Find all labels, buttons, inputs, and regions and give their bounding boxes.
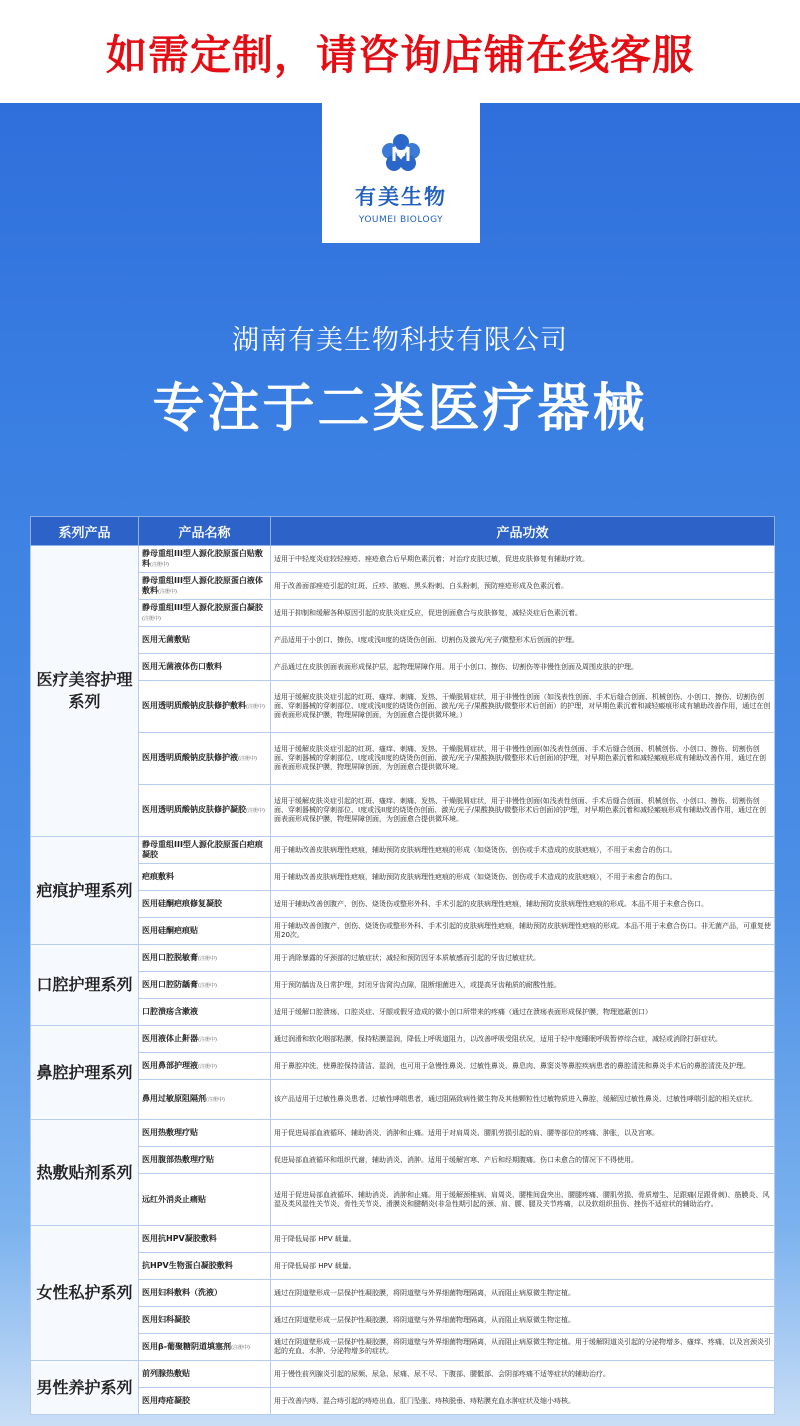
- table-row: [31, 573, 775, 600]
- product-function-cell: 产品通过在皮肤创面表面形成保护层，起物理屏障作用。用于小创口、擦伤、切割伤等非慢性创面及周围皮肤的护理。: [271, 654, 775, 681]
- table-row: [31, 1226, 775, 1253]
- series-cell: 女性私护系列: [31, 1226, 139, 1361]
- product-name-cell: 前列腺热敷贴: [139, 1361, 271, 1388]
- product-function-cell: 用于改善面部痤疮引起的红斑、丘疹、脓疱、黑头粉刺、白头粉刺，预防痤疮形成及色素沉着。: [271, 573, 775, 600]
- product-name-cell: 医用硅酮疤痕贴: [139, 918, 271, 945]
- table-row: [31, 600, 775, 627]
- product-function-cell: 适用于抑制和缓解各种原因引起的皮肤炎症反应，促进创面愈合与皮肤修复，减轻炎症后色素沉着。: [271, 600, 775, 627]
- product-function-cell: 该产品适用于过敏性鼻炎患者、过敏性哮喘患者，通过阻隔致病性微生物及其他颗粒性过敏物质进入鼻腔，缓解因过敏性鼻炎、过敏性哮喘引起的相关症状。: [271, 1080, 775, 1120]
- product-name-cell: 医用透明质酸钠皮肤修护敷料(注册中): [139, 681, 271, 733]
- registration-note: (注册中): [142, 615, 161, 622]
- product-name-cell: 口腔溃疡含漱液: [139, 999, 271, 1026]
- product-function-cell: 适用于中轻度炎症较轻痤疮、痤疮愈合后早期色素沉着；对治疗皮肤过敏，促进皮肤修复有辅助疗效。: [271, 546, 775, 573]
- table-row: [31, 1253, 775, 1280]
- product-name-cell: 医用热敷理疗贴: [139, 1120, 271, 1147]
- product-function-cell: 用于降低局部 HPV 载量。: [271, 1253, 775, 1280]
- product-name-cell: 鼻用过敏原阻隔剂(注册中): [139, 1080, 271, 1120]
- product-name-cell: 医用无菌液体伤口敷料: [139, 654, 271, 681]
- top-banner: [0, 0, 800, 103]
- series-cell: 男性养护系列: [31, 1361, 139, 1415]
- product-function-cell: 适用于促进局部血液循环、辅助消炎、消肿和止痛。用于缓解颈椎病、肩周炎、腰椎间盘突出、腰腿疼痛、腰肌劳损、骨质增生、足跟痛(足跟骨刺)、筋膜炎、风湿及类风湿性关节炎、骨性关节炎、滑膜炎和腱鞘炎(非急性期引起的颈、肩、腰、腿及关节疼痛，以及软组织扭伤、挫伤不适症状的辅助治疗。: [271, 1174, 775, 1226]
- product-function-cell: 用于降低局部 HPV 载量。: [271, 1226, 775, 1253]
- product-name-cell: 医用口腔防龋膏(注册中): [139, 972, 271, 999]
- product-name-cell: 医用鼻部护理液(注册中): [139, 1053, 271, 1080]
- product-function-cell: 适用于缓解皮肤炎症引起的红斑、瘙痒、刺痛、发热、干燥脱屑症状，用于非慢性创面(如浅表性创面、手术后缝合创面、机械创伤、小创口、擦伤、切割伤创面、穿刺器械的穿刺部位、I度或浅II度的烧烫伤创面、激光/光子/果酸换肤/微整形术后创面)的护理，对早期色素沉着和减轻瘢痕形成有辅助改善作用，通过在创面表面形成保护膜，物理屏障创面，为创面愈合提供微环境。: [271, 733, 775, 785]
- table-row: [31, 837, 775, 864]
- product-name-cell: 静母重组III型人源化胶原蛋白贴敷料(注册中): [139, 546, 271, 573]
- product-function-cell: 用于促进局部血液循环、辅助消炎、消肿和止痛。适用于对肩周炎、腰肌劳损引起的肩、腰等部位的疼痛、肿胀，以及宫寒。: [271, 1120, 775, 1147]
- product-name-cell: 医用无菌敷贴: [139, 627, 271, 654]
- registration-note: (注册中): [238, 756, 257, 762]
- product-function-cell: 用于辅助改善皮肤病理性疤痕，辅助预防皮肤病理性疤痕的形成（如烧烫伤、创伤或手术造成的皮肤疤痕），不用于未愈合的伤口。: [271, 837, 775, 864]
- series-cell: 医疗美容护理系列: [31, 546, 139, 837]
- product-function-cell: 用于慢性前列腺炎引起的尿频、尿急、尿痛、尿不尽、下腹部、腰骶部、会阴部疼痛不适等症状的辅助治疗。: [271, 1361, 775, 1388]
- registration-note: (注册中): [198, 982, 217, 989]
- series-cell: 热敷贴剂系列: [31, 1120, 139, 1226]
- table-row: [31, 681, 775, 733]
- table-row: [31, 945, 775, 972]
- table-row: [31, 999, 775, 1026]
- table-row: [31, 1147, 775, 1174]
- product-name-cell: 医用透明质酸钠皮肤修护液(注册中): [139, 733, 271, 785]
- product-name-cell: 疤痕敷料: [139, 864, 271, 891]
- table-row: [31, 1280, 775, 1307]
- product-function-cell: 用于辅助改善创腹产、创伤、烧烫伤或整形外科、手术引起的皮肤病理性疤痕，辅助预防皮肤病理性疤痕的形成。本品不用于未愈合伤口。非无菌产品，可重复使用20次。: [271, 918, 775, 945]
- table-row: [31, 1174, 775, 1226]
- table-row: [31, 1307, 775, 1334]
- header-function: 产品功效: [271, 517, 775, 546]
- product-name-cell: 医用口腔脱敏膏(注册中): [139, 945, 271, 972]
- product-name-cell: 抗HPV生物蛋白凝胶敷料: [139, 1253, 271, 1280]
- table-row: [31, 864, 775, 891]
- logo-chinese-name: 有美生物: [355, 185, 447, 209]
- registration-note: (注册中): [198, 1036, 217, 1043]
- product-function-cell: 适用于辅助改善创腹产、创伤、烧烫伤或整形外科、手术引起的皮肤病理性疤痕，辅助预防皮肤病理性疤痕的形成。本品不用于未愈合伤口。: [271, 891, 775, 918]
- product-function-cell: 通过在阴道壁形成一层保护性凝胶膜，将阴道壁与外界细菌物理隔离，从而阻止病原微生物定植。: [271, 1307, 775, 1334]
- table-row: [31, 1388, 775, 1415]
- product-name-cell: 医用腹部热敷理疗贴: [139, 1147, 271, 1174]
- product-function-cell: 适用于缓解皮肤炎症引起的红斑、瘙痒、刺痛、发热、干燥脱屑症状，用于非慢性创面(如浅表性创面、手术后缝合创面、机械创伤、小创口、擦伤、切割伤创面、穿刺器械的穿刺部位、I度或浅II度的烧烫伤创面、激光/光子/果酸换肤/微整形术后创面)的护理，对早期色素沉着和减轻瘢痕形成有辅助改善作用，通过在创面表面形成保护膜，物理屏障创面，为创面愈合提供微环境。: [271, 785, 775, 837]
- table-row: [31, 918, 775, 945]
- product-function-cell: 通过在阴道壁形成一层保护性凝胶膜，将阴道壁与外界细菌物理隔离，从而阻止病原微生物定植。: [271, 1280, 775, 1307]
- flower-logo-icon: [381, 133, 421, 173]
- table-row: [31, 627, 775, 654]
- product-function-cell: 促进局部血液循环和组织代谢，辅助消炎、消肿。适用于缓解宫寒、产后和经期腹痛。伤口未愈合的情况下不得使用。: [271, 1147, 775, 1174]
- product-name-cell: 医用抗HPV凝胶敷料: [139, 1226, 271, 1253]
- table-row: [31, 1361, 775, 1388]
- product-name-cell: 医用妇科敷料（洗液）: [139, 1280, 271, 1307]
- header-product: 产品名称: [139, 517, 271, 546]
- product-function-cell: 适用于缓解口腔溃疡、口腔炎症、牙龈或假牙造成的微小创口所带来的疼痛（通过在溃疡表面形成保护膜，物理遮蔽创口）: [271, 999, 775, 1026]
- product-function-cell: 用于辅助改善皮肤病理性疤痕，辅助预防皮肤病理性疤痕的形成（如烧烫伤、创伤或手术造成的皮肤疤痕），不用于未愈合的伤口。: [271, 864, 775, 891]
- product-function-cell: 通过在阴道壁形成一层保护性凝胶膜，将阴道壁与外界细菌物理隔离，从而阻止病原微生物定植。用于缓解阴道炎引起的分泌物增多、瘙痒、疼痛，以及宫颈炎引起的充血、水肿、分泌物增多的症状。: [271, 1334, 775, 1361]
- product-function-cell: 通过润滑和软化咽部粘膜，保持粘膜湿润，降低上呼吸道阻力，以改善呼吸受阻状况，适用于轻中度睡眠呼吸暂停综合症，减轻或消除打鼾症状。: [271, 1026, 775, 1053]
- table-header-row: [31, 517, 775, 546]
- series-cell: 疤痕护理系列: [31, 837, 139, 945]
- product-name-cell: 远红外消炎止痛贴: [139, 1174, 271, 1226]
- product-function-cell: 产品适用于小创口、擦伤、I度或浅II度的烧烫伤创面、切割伤及激光/光子/微整形术后创面的护理。: [271, 627, 775, 654]
- product-name-cell: 静母重组III型人源化胶原蛋白凝胶(注册中): [139, 600, 271, 627]
- registration-note: (注册中): [246, 704, 265, 710]
- company-name: 湖南有美生物科技有限公司: [232, 325, 568, 356]
- product-function-cell: 用于消除暴露的牙颈部的过敏症状；减轻和预防因牙本质敏感而引起的牙齿过敏症状。: [271, 945, 775, 972]
- table-row: [31, 785, 775, 837]
- table-row: [31, 733, 775, 785]
- product-function-cell: 用于预防龋齿及日常护理，封闭牙齿窝沟点隙，阻断细菌进入，或提高牙齿釉质的耐酸性能。: [271, 972, 775, 999]
- product-name-cell: 医用妇科凝胶: [139, 1307, 271, 1334]
- table-row: [31, 1334, 775, 1361]
- series-cell: 鼻腔护理系列: [31, 1026, 139, 1120]
- product-function-cell: 用于鼻腔冲洗，使鼻腔保持清洁、湿润，也可用于急慢性鼻炎、过敏性鼻炎、鼻息肉、鼻窦炎等鼻腔疾病患者的鼻腔清洗和鼻炎手术后的鼻腔清洗及护理。: [271, 1053, 775, 1080]
- table-row: [31, 1053, 775, 1080]
- banner-text: 如需定制，请咨询店铺在线客服: [106, 31, 694, 79]
- registration-note: (注册中): [198, 955, 217, 962]
- product-name-cell: 医用液体止鼾器(注册中): [139, 1026, 271, 1053]
- registration-note: (注册中): [198, 1063, 217, 1070]
- table-row: [31, 891, 775, 918]
- product-name-cell: 医用透明质酸钠皮肤修护凝胶(注册中): [139, 785, 271, 837]
- table-row: [31, 1120, 775, 1147]
- product-name-cell: 医用硅酮疤痕修复凝胶: [139, 891, 271, 918]
- registration-note: (注册中): [158, 588, 177, 595]
- product-function-cell: 适用于缓解皮肤炎症引起的红斑、瘙痒、刺痛、发热、干燥脱屑症状，用于非慢性创面（如浅表性创面、手术后缝合创面、机械创伤、小创口、擦伤、切割伤创面、穿刺器械的穿刺部位、I度或浅II度的烧烫伤创面、激光/光子/果酸换肤/微整形术后创面）的护理，对早期色素沉着和减轻瘢痕形成有辅助改善作用，通过在创面表面形成保护膜，物理屏障创面，为创面愈合提供微环境。）: [271, 681, 775, 733]
- slogan: 专注于二类医疗器械: [152, 379, 648, 439]
- registration-note: (注册中): [150, 561, 169, 568]
- product-name-cell: 静母重组III型人源化胶原蛋白液体敷料(注册中): [139, 573, 271, 600]
- registration-note: (注册中): [246, 808, 265, 814]
- table-row: [31, 1080, 775, 1120]
- product-name-cell: 医用β-葡聚糖阴道填塞剂(注册中): [139, 1334, 271, 1361]
- logo-card: [322, 103, 480, 243]
- table-row: [31, 972, 775, 999]
- registration-note: (注册中): [206, 1097, 225, 1103]
- product-table: [30, 516, 774, 1415]
- logo-english-name: YOUMEI BIOLOGY: [358, 215, 444, 225]
- series-cell: 口腔护理系列: [31, 945, 139, 1026]
- product-function-cell: 用于改善内痔、混合痔引起的痔疮出血、肛门坠胀、痔核脱垂、痔粘膜充血水肿症状及缩小痔核。: [271, 1388, 775, 1415]
- table-body: [31, 546, 775, 1415]
- table-row: [31, 546, 775, 573]
- header-series: 系列产品: [31, 517, 139, 546]
- table-row: [31, 1026, 775, 1053]
- table-row: [31, 654, 775, 681]
- registration-note: (注册中): [231, 1344, 250, 1351]
- product-name-cell: 医用痔疮凝胶: [139, 1388, 271, 1415]
- product-name-cell: 静母重组III型人源化胶原蛋白疤痕凝胶: [139, 837, 271, 864]
